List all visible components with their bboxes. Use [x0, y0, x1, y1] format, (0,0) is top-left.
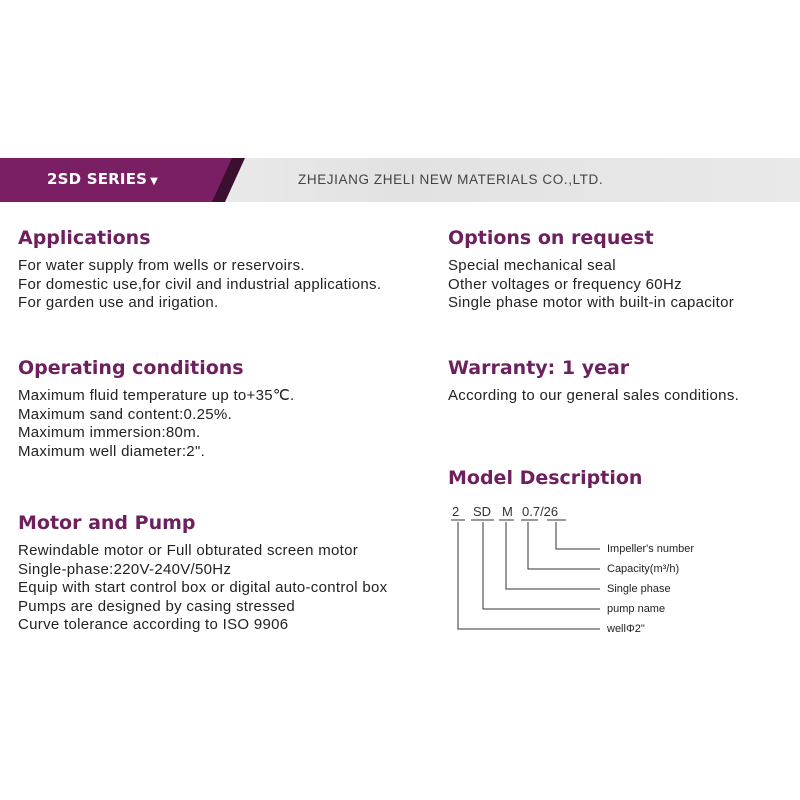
options-line: Special mechanical seal [448, 257, 616, 274]
model-description-heading: Model Description [448, 467, 643, 489]
connector-impeller [556, 522, 600, 549]
operating-line: Maximum fluid temperature up to+35℃. [18, 387, 295, 404]
model-code-capacity-impeller: 0.7/26 [522, 504, 559, 519]
operating-line: Maximum sand content:0.25%. [18, 405, 233, 423]
motor-line: Curve tolerance according to ISO 9906 [18, 616, 289, 633]
options-line: Other voltages or frequency 60Hz [448, 275, 682, 293]
options-heading: Options on request [448, 227, 654, 249]
operating-line: Maximum well diameter:2". [18, 442, 206, 460]
warranty-line: According to our general sales conditions. [448, 387, 740, 404]
triangle-down-icon: ▼ [150, 176, 159, 187]
operating-conditions-heading: Operating conditions [18, 357, 244, 379]
operating-line: Maximum immersion:80m. [18, 424, 201, 441]
series-name: 2SD SERIES [47, 170, 148, 188]
model-code-well: 2 [452, 504, 460, 519]
applications-line: For domestic use,for civil and industrial applications. [18, 275, 382, 293]
label-impeller-number: Impeller's number [607, 543, 695, 555]
motor-line: Single-phase:220V-240V/50Hz [18, 560, 232, 578]
company-name: ZHEJIANG ZHELI NEW MATERIALS CO.,LTD. [298, 172, 604, 187]
label-well: wellΦ2" [607, 623, 645, 635]
applications-heading: Applications [18, 227, 151, 249]
applications-line: For water supply from wells or reservoirs. [18, 257, 305, 274]
motor-line: Equip with start control box or digital auto-control box [18, 579, 388, 596]
connector-capacity [528, 522, 600, 569]
warranty-heading: Warranty: 1 year [448, 357, 630, 379]
model-code-phase: M [502, 504, 513, 519]
label-pump-name: pump name [607, 603, 666, 615]
connector-well [458, 522, 600, 629]
label-capacity: Capacity(m³/h) [607, 563, 680, 575]
applications-line: For garden use and irigation. [18, 294, 219, 311]
motor-and-pump-heading: Motor and Pump [18, 512, 196, 534]
options-line: Single phase motor with built-in capacitor [448, 294, 735, 311]
connector-single-phase [506, 522, 600, 589]
connector-pump-name [483, 522, 600, 609]
model-code-series: SD [473, 504, 492, 519]
label-single-phase: Single phase [607, 583, 671, 595]
motor-line: Pumps are designed by casing stressed [18, 597, 296, 615]
motor-line: Rewindable motor or Full obturated screen motor [18, 542, 359, 559]
